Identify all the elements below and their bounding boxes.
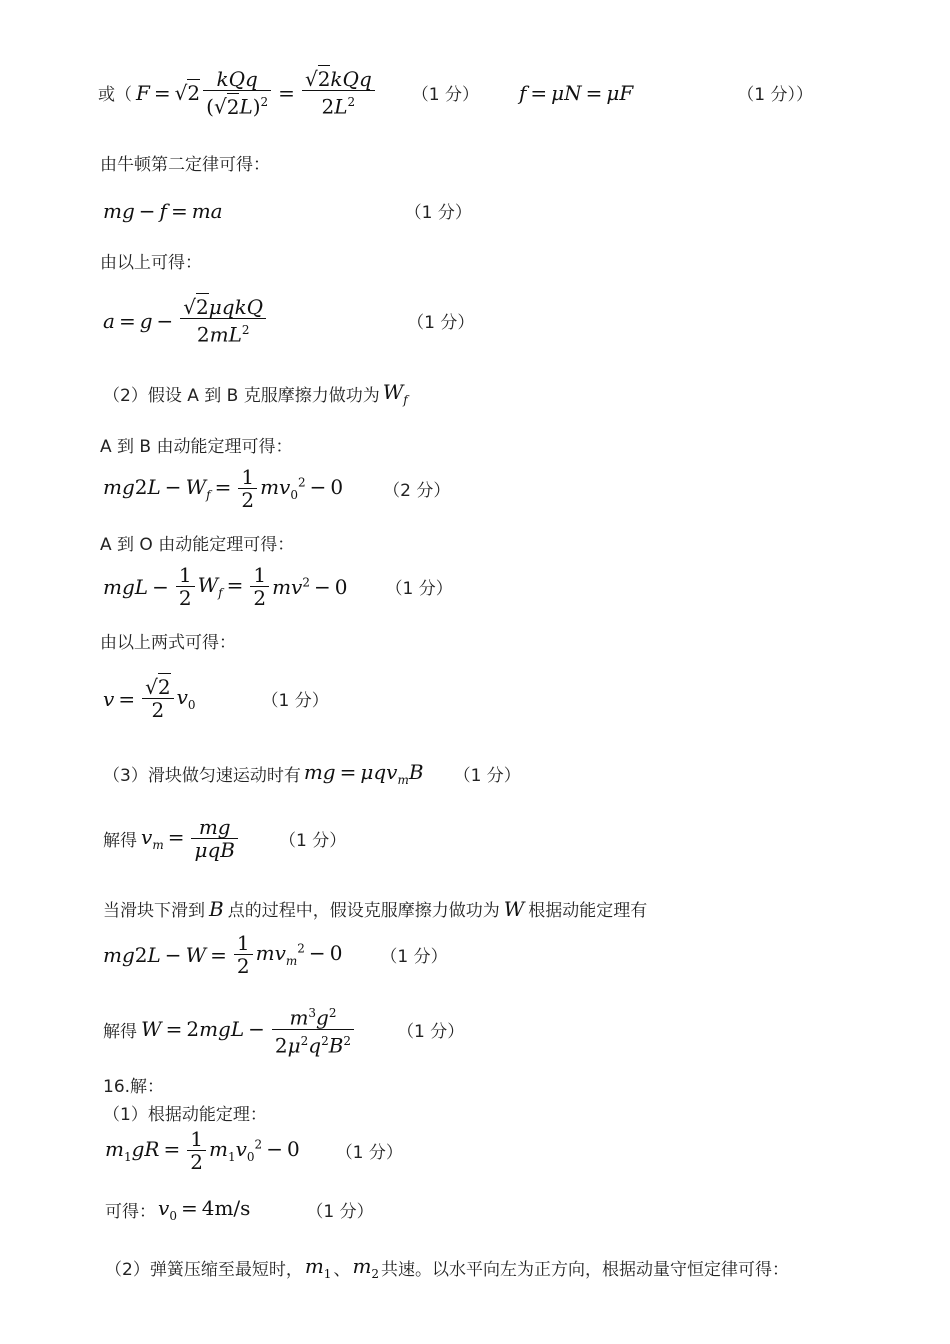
score-label: （1 分）: [397, 1021, 465, 1042]
eq-velocity-o: v = $\frac{√2}{2}$ $v_0$ （1 分）: [103, 675, 329, 722]
score-label: （1 分）: [411, 85, 479, 106]
score-label: （1 分）: [453, 766, 521, 786]
eq-v0-result: 可得： $v_0 = 4m/s$ （1 分）: [105, 1196, 374, 1223]
text-segment: 可得：: [105, 1202, 156, 1222]
score-label: （1 分）: [261, 691, 329, 711]
text-line: 由牛顿第二定律可得：: [100, 155, 270, 175]
eq-work-energy-16: $m_1gR$ = $\frac{1}{2}$ $m_1v_0^2 - 0$ （1 分）: [105, 1127, 403, 1174]
eq-work-result: 解得 W = 2mgL − $\frac{m^3g^2}{2\mu^2q^2B^2}$ （1 分）: [103, 1005, 465, 1058]
text-segment: （3）滑块做匀速运动时有: [103, 766, 301, 786]
eq-newton: mg − f = ma （1 分）: [103, 198, 472, 223]
text-line: （3）滑块做匀速运动时有 mg = μqv$_m$B （1 分）: [103, 760, 521, 787]
text-segment: （2）弹簧压缩至最短时，: [105, 1260, 303, 1280]
text-line: （2）假设 A 到 B 克服摩擦力做功为 $W_f$: [103, 380, 408, 407]
text-segment: 解得: [103, 1021, 137, 1042]
eq-work-energy-ao: mgL − $\frac{1}{2}$ $W_f$ = $\frac{1}{2}$ $mv^2 - 0$ （1 分）: [103, 563, 453, 610]
text-segment: （2）假设 A 到 B 克服摩擦力做功为: [103, 386, 380, 406]
text-segment: 解得: [103, 831, 137, 851]
score-label: （1 分）: [335, 1143, 403, 1163]
score-label: （1 分）: [385, 579, 453, 599]
score-label: （1 分）: [404, 203, 472, 223]
text-segment: 共速。以水平向左为正方向，根据动量守恒定律可得：: [381, 1260, 790, 1280]
text-segment: 、: [333, 1260, 351, 1280]
eq-acceleration: a = g − $\frac{\text{√2μqkQ}}{2mL^2}$ （1 分）: [103, 295, 475, 347]
eq-work-energy-ab: $mg2L - W_f$ = $\frac{1}{2}$ $mv_0^2 - 0$ （2 分）: [103, 465, 451, 512]
question-number: 16.解：: [103, 1077, 165, 1097]
text-segment: 当滑块下滑到: [103, 901, 205, 921]
score-label: （1 分））: [737, 85, 814, 106]
score-label: （2 分）: [383, 481, 451, 501]
text-segment: 根据动能定理有: [528, 901, 648, 921]
eq-work-energy-b: mg2L − W = $\frac{1}{2}$ $mv_m^2 - 0$ （1 分）: [103, 931, 448, 978]
text-line: A 到 B 由动能定理可得：: [100, 437, 293, 457]
score-label: （1 分）: [380, 947, 448, 967]
score-label: （1 分）: [306, 1202, 374, 1222]
text-line: 由以上两式可得：: [100, 633, 236, 653]
score-label: （1 分）: [278, 831, 347, 851]
text-line: A 到 O 由动能定理可得：: [100, 535, 295, 555]
score-label: （1 分）: [407, 313, 475, 334]
eq-terminal-velocity: 解得 $v_m$ = $\frac{mg}{\text{μqB}}$ （1 分）: [103, 815, 347, 862]
eq-coulomb-force: 或（ F = √2 $\frac{\text{kQq}}{(√2L)^2}$ = $\frac{\text{√2kQq}}{2L^2}$ （1 分） f = μN = μF （1 分））: [98, 67, 814, 119]
text-line: 由以上可得：: [100, 253, 202, 273]
text-line: （1）根据动能定理：: [103, 1105, 267, 1125]
text-segment: 点的过程中，假设克服摩擦力做功为: [227, 901, 500, 921]
text-line: 当滑块下滑到 B 点的过程中，假设克服摩擦力做功为 W 根据动能定理有: [103, 896, 648, 921]
text-line: （2）弹簧压缩至最短时， $m_1$ 、 $m_2$ 共速。以水平向左为正方向，根据动量守恒定律可得：: [105, 1254, 790, 1281]
